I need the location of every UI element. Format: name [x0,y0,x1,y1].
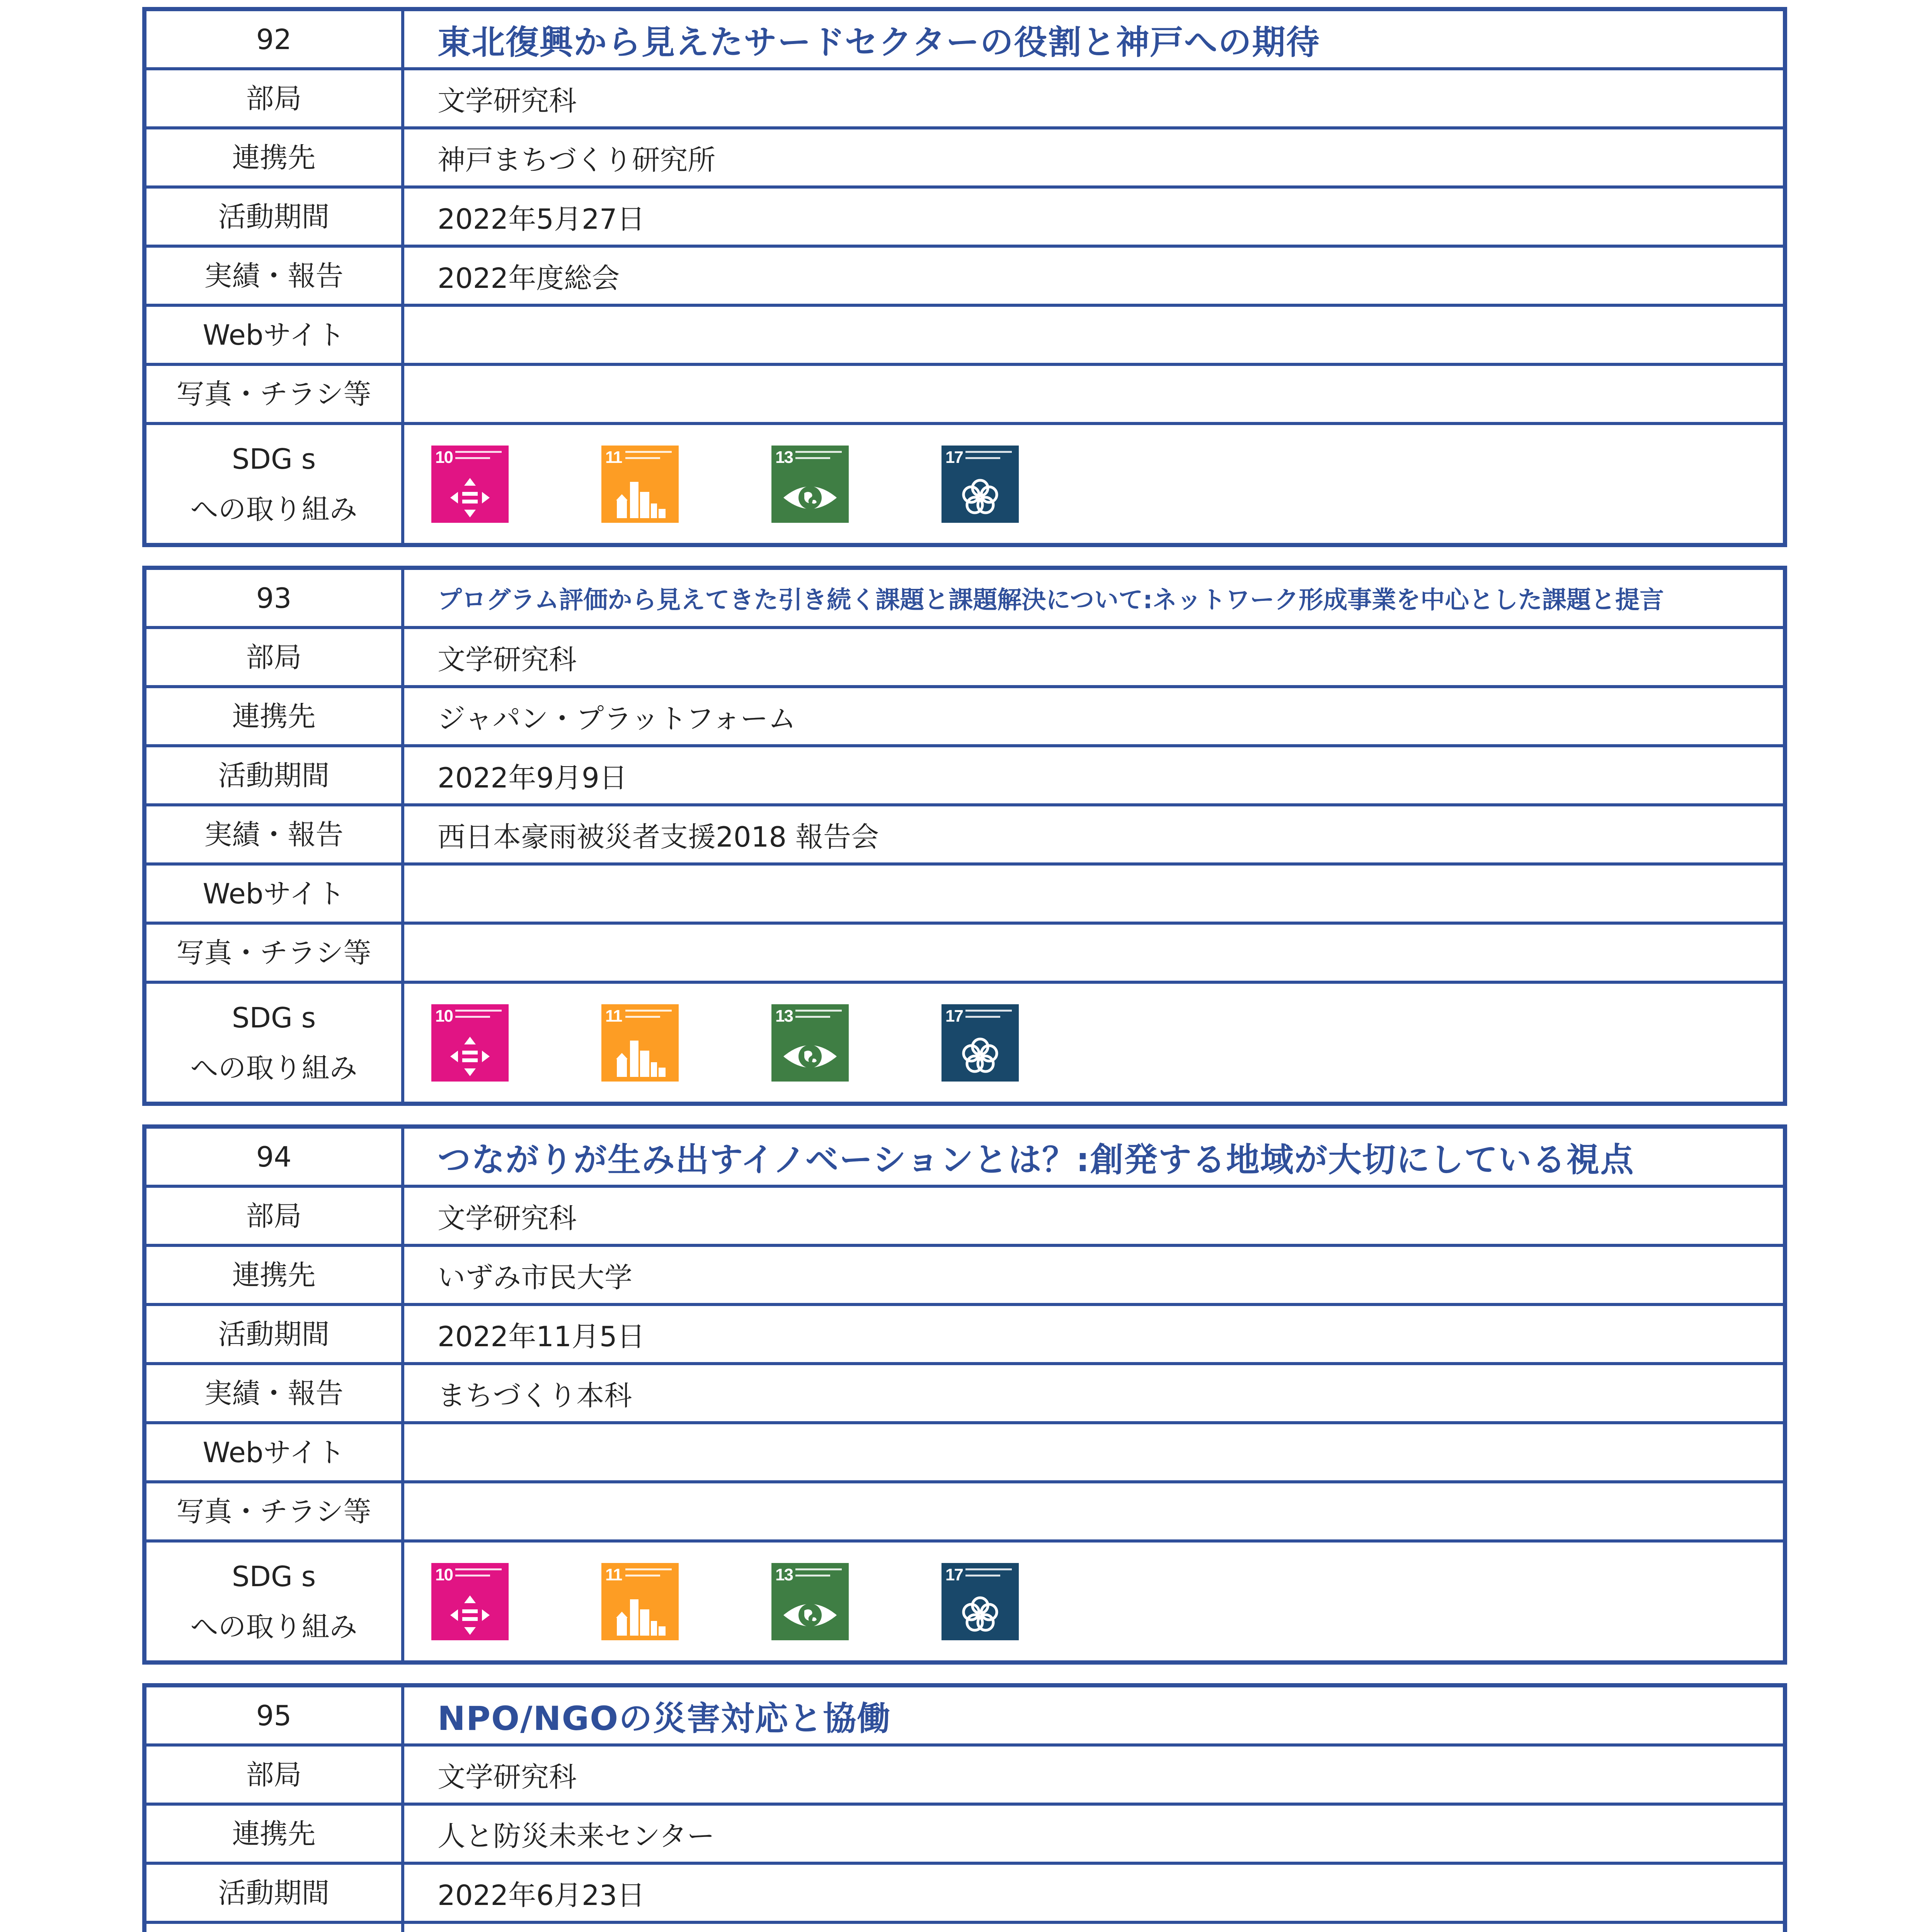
partner-label: 連携先 [146,688,404,744]
dept-label: 部局 [146,70,404,126]
web-row [146,307,1783,366]
period-label: 活動期間 [146,747,404,803]
sdg-glyph [771,473,849,523]
sdgs-label-line2: への取り組み [190,1051,358,1084]
sdgs-label [146,1543,404,1660]
partner-row [146,1247,1783,1306]
period-row [146,1865,1783,1924]
web-value [404,866,1783,922]
sdg-goal-number: 13 [775,1565,793,1584]
report-label: 実績・報告 [146,806,404,862]
sdg-caption-line [625,1010,672,1014]
sdgs-label-line2: への取り組み [190,1610,358,1643]
sdgs-row [146,984,1783,1102]
sdgs-row [146,425,1783,543]
dept-row [146,70,1783,129]
photo-row [146,1483,1783,1543]
partner-value: 人と防災未来センター [438,1820,715,1852]
period-value: 2022年11月5日 [438,1320,645,1353]
sdg-glyph [601,1031,679,1082]
partner-row [146,1806,1783,1865]
sdgs-label-line1: SDG s [232,1560,316,1593]
partner-row [146,129,1783,189]
dept-row [146,1188,1783,1247]
activity-record [142,7,1787,547]
period-value: 2022年5月27日 [438,202,645,235]
sdg-caption-line [625,1568,672,1573]
partner-value: 神戸まちづくり研究所 [438,143,716,176]
web-value [404,307,1783,363]
record-number: 95 [146,1687,404,1743]
sdgs-label-line2: への取り組み [190,493,358,526]
sdg-goal-number: 11 [605,1565,622,1584]
partner-value: いずみ市民大学 [438,1261,633,1294]
sdg-caption-line [795,451,842,455]
sdg-caption-line [795,1016,830,1020]
sdg-glyph [941,1031,1019,1082]
period-value: 2022年9月9日 [438,761,627,794]
dept-value: 文学研究科 [438,1760,577,1793]
sdgs-icons [404,1543,1783,1660]
reduced-inequalities-icon [431,1563,509,1640]
sdg-glyph [601,1590,679,1640]
sdg-goal-number: 10 [435,1006,453,1026]
climate-action-icon [771,1563,849,1640]
sdg-goal-number: 17 [945,1006,963,1026]
sdg-glyph [771,1590,849,1640]
sdg-caption-line [455,1016,490,1020]
report-row [146,1924,1783,1932]
sdg-caption-line [965,457,1000,461]
sdg-goal-number: 11 [605,1006,622,1026]
record-title: プログラム評価から見えてきた引き続く課題と課題解決について:ネットワーク形成事業を中心とした課題と提言 [438,586,1664,614]
period-row [146,747,1783,806]
dept-label: 部局 [146,629,404,685]
report-row [146,806,1783,866]
reduced-inequalities-icon [431,446,509,523]
sdgs-label-line1: SDG s [232,442,316,475]
sdgs-label [146,425,404,543]
photo-value [404,1483,1783,1539]
sdg-caption-line [965,451,1012,455]
activity-record [142,1683,1787,1932]
sdg-goal-number: 17 [945,1565,963,1584]
dept-row [146,1747,1783,1806]
report-label: 実績・報告 [146,248,404,304]
photo-label: 写真・チラシ等 [146,366,404,422]
photo-row [146,366,1783,425]
dept-value: 文学研究科 [438,84,577,117]
partnerships-icon [941,446,1019,523]
title-row [146,1129,1783,1188]
activity-record [142,566,1787,1106]
record-number: 92 [146,11,404,67]
partnerships-icon [941,1004,1019,1082]
sdg-caption-line [625,457,660,461]
period-row [146,189,1783,248]
title-row [146,570,1783,629]
dept-value: 文学研究科 [438,643,577,676]
sdg-goal-number: 17 [945,447,963,467]
period-row [146,1306,1783,1365]
partner-row [146,688,1783,747]
sdg-goal-number: 10 [435,447,453,467]
photo-label: 写真・チラシ等 [146,1483,404,1539]
sdg-caption-line [625,1575,660,1579]
sdg-caption-line [455,457,490,461]
activity-record-list [142,7,1787,1932]
sdg-caption-line [795,1575,830,1579]
report-value [404,1924,1783,1932]
sdg-caption-line [625,1016,660,1020]
photo-row [146,925,1783,984]
sdgs-icons [404,984,1783,1102]
sdg-caption-line [625,451,672,455]
sdg-glyph [431,473,509,523]
record-number: 94 [146,1129,404,1185]
web-label: Webサイト [146,866,404,922]
photo-label: 写真・チラシ等 [146,925,404,981]
sdg-caption-line [455,451,502,455]
report-label [146,1924,404,1932]
sdg-caption-line [795,1568,842,1573]
sdg-glyph [941,1590,1019,1640]
partnerships-icon [941,1563,1019,1640]
sdgs-label [146,984,404,1102]
sdg-caption-line [965,1016,1000,1020]
record-title: NPO/NGOの災害対応と協働 [438,1699,891,1738]
record-number: 93 [146,570,404,626]
sustainable-cities-icon [601,1004,679,1082]
activity-record [142,1124,1787,1665]
reduced-inequalities-icon [431,1004,509,1082]
dept-value: 文学研究科 [438,1202,577,1235]
photo-value [404,366,1783,422]
sdg-goal-number: 13 [775,447,793,467]
record-title: 東北復興から見えたサードセクターの役割と神戸への期待 [438,23,1320,62]
sdg-goal-number: 13 [775,1006,793,1026]
sdg-caption-line [455,1010,502,1014]
period-label: 活動期間 [146,1865,404,1921]
sdg-glyph [601,473,679,523]
sustainable-cities-icon [601,446,679,523]
sdg-caption-line [455,1575,490,1579]
title-row [146,1687,1783,1747]
partner-label: 連携先 [146,1247,404,1303]
sdg-glyph [771,1031,849,1082]
dept-label: 部局 [146,1188,404,1244]
partner-value: ジャパン・プラットフォーム [438,702,796,735]
sdgs-icons [404,425,1783,543]
sdg-glyph [431,1031,509,1082]
report-label: 実績・報告 [146,1365,404,1421]
report-value: 2022年度総会 [438,262,620,294]
record-title: つながりが生み出すイノベーションとは？:創発する地域が大切にしている視点 [438,1140,1634,1179]
period-label: 活動期間 [146,1306,404,1362]
sdg-caption-line [965,1575,1000,1579]
sdg-glyph [941,473,1019,523]
title-row [146,11,1783,70]
sdg-caption-line [965,1010,1012,1014]
sdg-glyph [431,1590,509,1640]
report-value: まちづくり本科 [438,1379,632,1412]
report-row [146,1365,1783,1424]
sdg-goal-number: 11 [605,447,622,467]
web-label: Webサイト [146,307,404,363]
sustainable-cities-icon [601,1563,679,1640]
dept-row [146,629,1783,688]
dept-label: 部局 [146,1747,404,1803]
sdgs-row [146,1543,1783,1660]
climate-action-icon [771,446,849,523]
sdg-caption-line [965,1568,1012,1573]
sdg-caption-line [455,1568,502,1573]
web-row [146,866,1783,925]
partner-label: 連携先 [146,1806,404,1862]
sdg-caption-line [795,457,830,461]
partner-label: 連携先 [146,129,404,185]
climate-action-icon [771,1004,849,1082]
sdg-goal-number: 10 [435,1565,453,1584]
period-label: 活動期間 [146,189,404,245]
photo-value [404,925,1783,981]
web-label: Webサイト [146,1424,404,1480]
web-value [404,1424,1783,1480]
report-row [146,248,1783,307]
report-value: 西日本豪雨被災者支援2018 報告会 [438,820,879,853]
web-row [146,1424,1783,1483]
period-value: 2022年6月23日 [438,1879,645,1912]
sdg-caption-line [795,1010,842,1014]
sdgs-label-line1: SDG s [232,1001,316,1034]
